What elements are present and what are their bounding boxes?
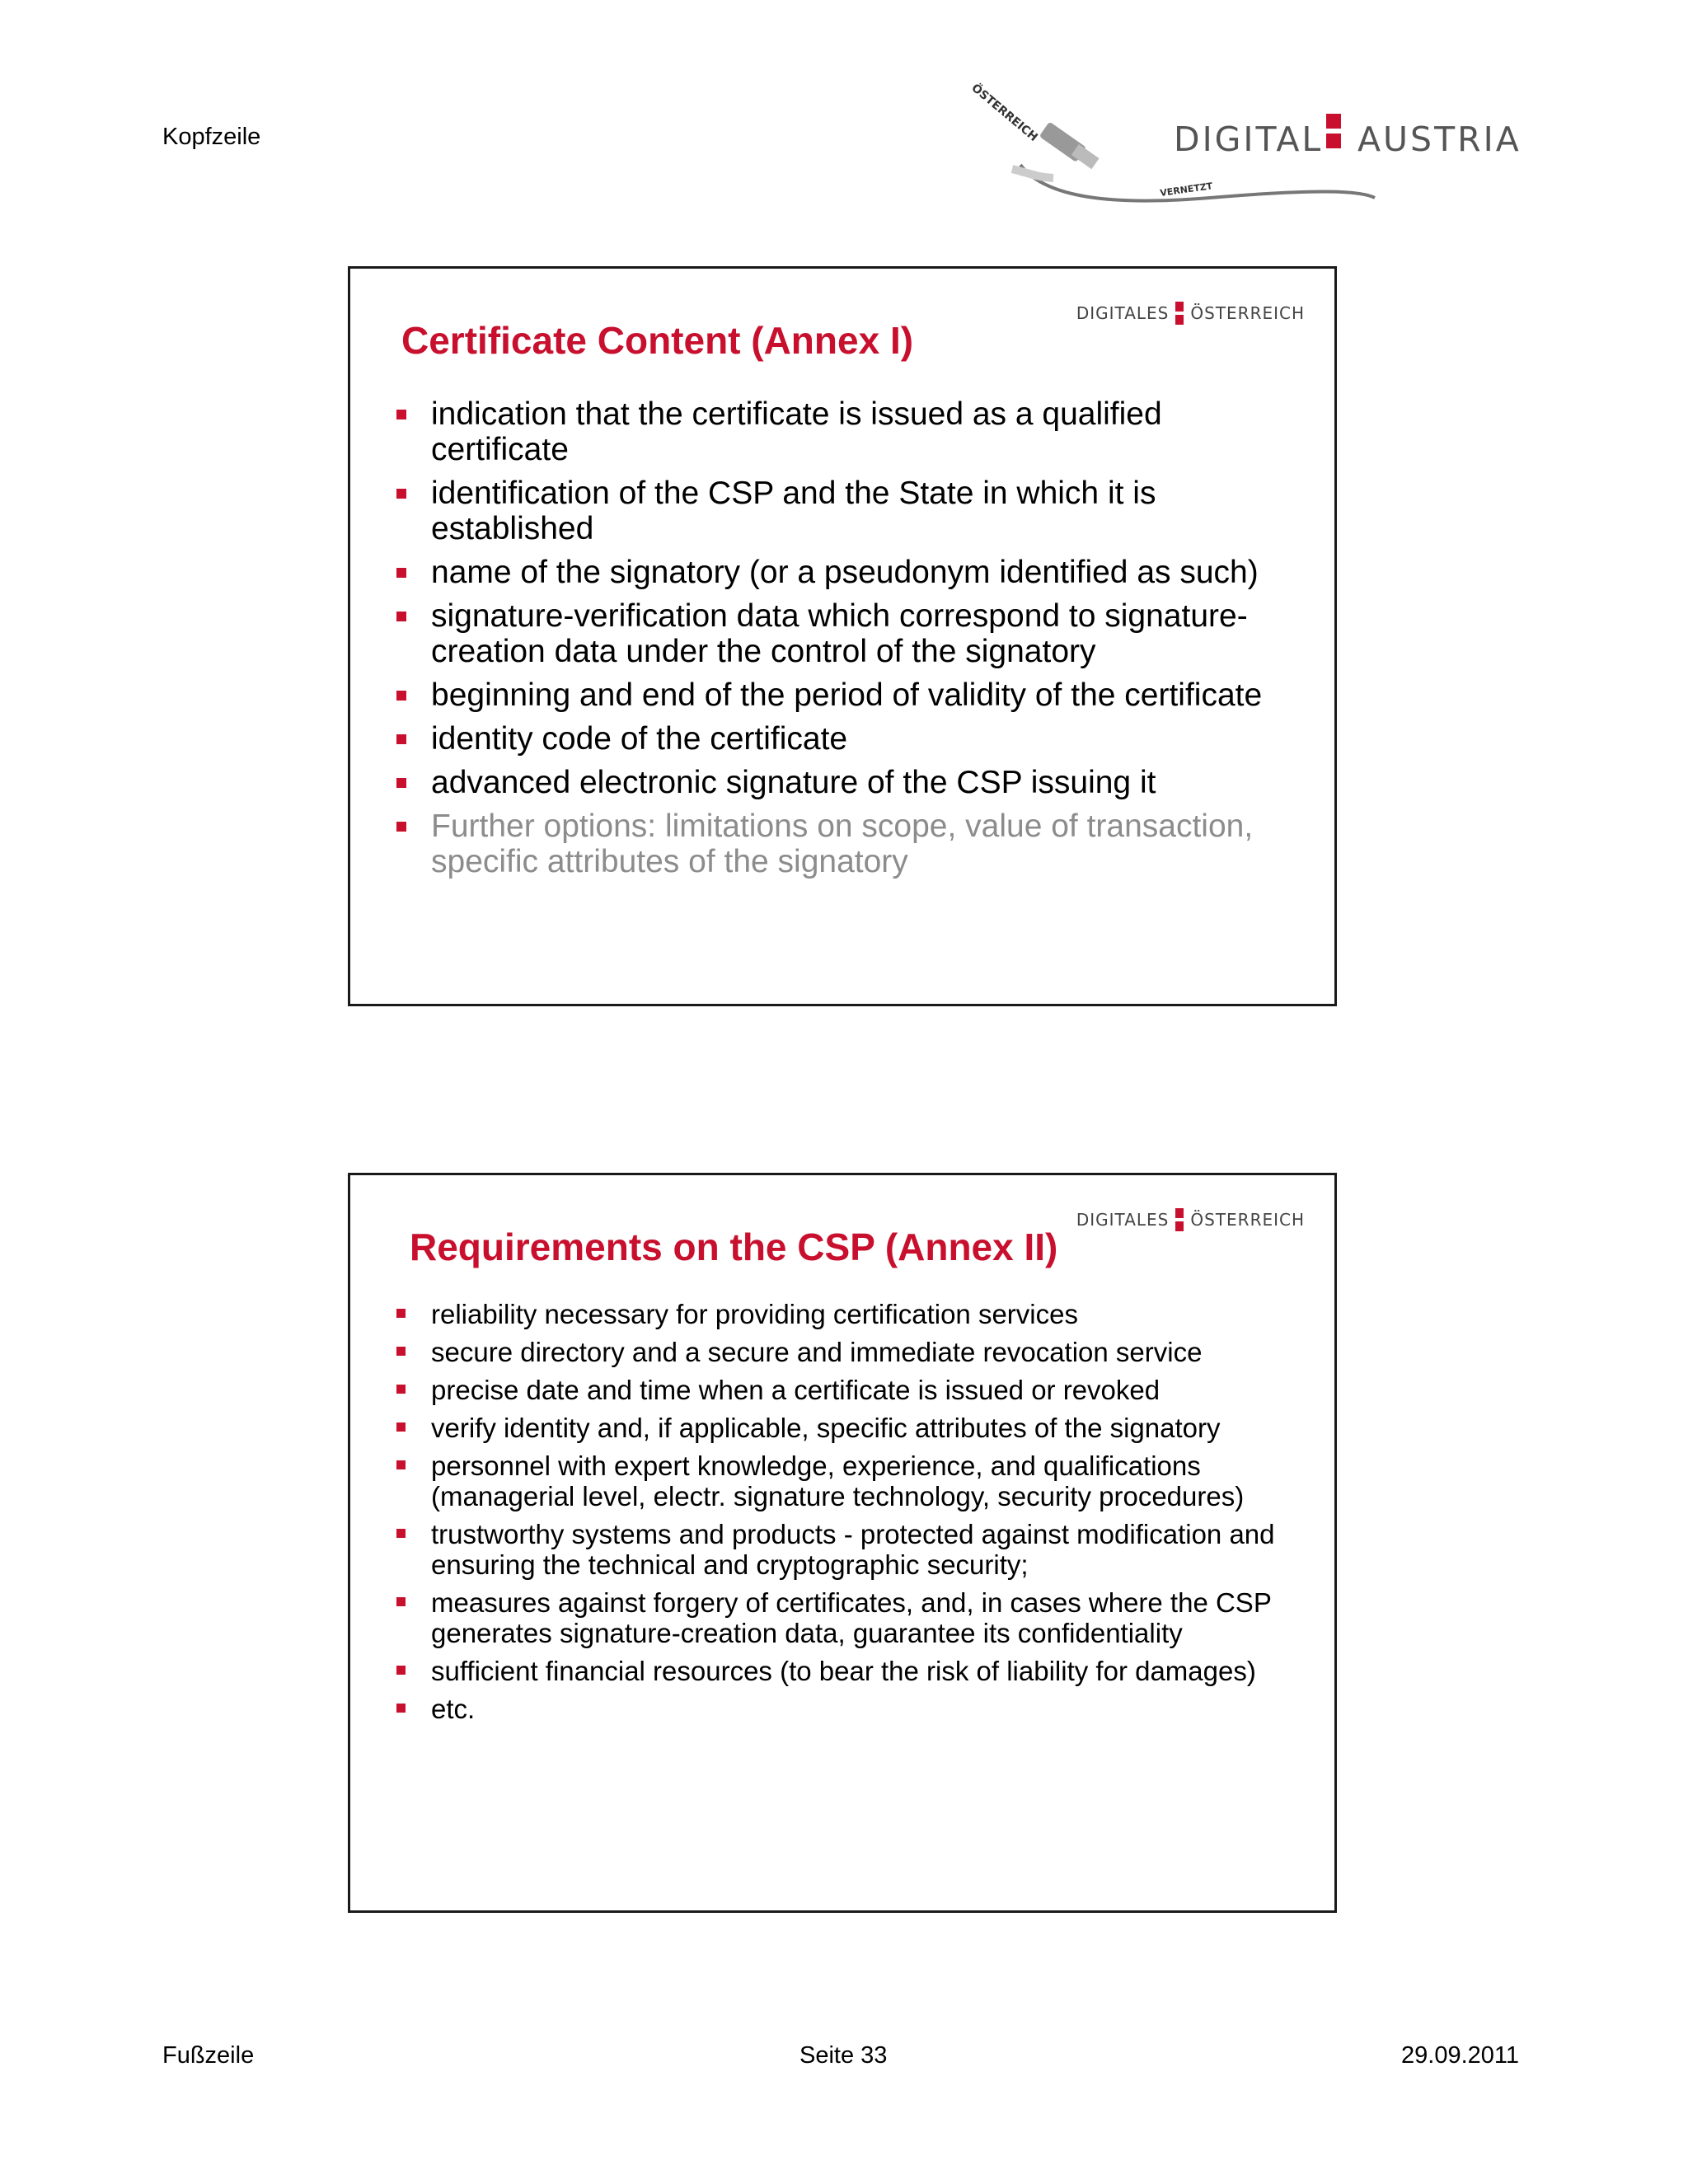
bullet-square-icon (396, 1309, 406, 1318)
list-item (396, 1299, 1287, 1329)
list-item (396, 1337, 1287, 1367)
bullet-text: personnel with expert knowledge, experience, and qualifications (managerial level, electr. signature technology, security procedures) (431, 1451, 1245, 1511)
bullet-square-icon (396, 822, 406, 832)
brand-right: ÖSTERREICH (1190, 303, 1305, 323)
bullet-square-icon (396, 691, 406, 701)
bullet-text: identity code of the certificate (431, 721, 848, 757)
list-item (396, 1413, 1287, 1443)
list-item (396, 721, 1287, 757)
bullet-text: identification of the CSP and the State in which it is established (431, 476, 1156, 546)
brand-left: DIGITALES (1076, 303, 1170, 323)
list-item (396, 1519, 1287, 1580)
header-label: Kopfzeile (162, 124, 261, 150)
list-item (396, 808, 1287, 879)
slide-brand (1076, 1208, 1305, 1231)
list-item (396, 1375, 1287, 1405)
bullet-text: trustworthy systems and products - protected against modification and ensuring the technical and cryptographic security; (431, 1519, 1275, 1580)
list-item (396, 396, 1287, 467)
bullet-square-icon (396, 410, 406, 419)
slide-title: Requirements on the CSP (Annex II) (410, 1226, 1058, 1268)
bullet-text: sufficient financial resources (to bear the risk of liability for damages) (431, 1656, 1256, 1686)
slide-brand (1076, 302, 1305, 325)
bullet-text: secure directory and a secure and immediate revocation service (431, 1337, 1203, 1367)
bullet-text: measures against forgery of certificates, and, in cases where the CSP generates signature-creation data, guarantee its confidentiality (431, 1587, 1272, 1648)
list-item (396, 476, 1287, 546)
bullet-square-icon (396, 568, 406, 578)
page-number: Seite 33 (799, 2042, 888, 2069)
bullet-square-icon (396, 1347, 406, 1356)
slide-csp-requirements (348, 1173, 1337, 1913)
brand-mark-icon (1175, 1208, 1184, 1231)
bullet-text: advanced electronic signature of the CSP issuing it (431, 765, 1156, 800)
bullet-text: Further options: limitations on scope, value of transaction, specific attributes of the signatory (431, 808, 1254, 879)
bullet-text: name of the signatory (or a pseudonym identified as such) (431, 555, 1259, 590)
bullet-square-icon (396, 1460, 406, 1469)
logo-mark-icon (1326, 114, 1341, 163)
bullet-square-icon (396, 778, 406, 788)
bullet-text: indication that the certificate is issued as a qualified certificate (431, 396, 1162, 467)
list-item (396, 1694, 1287, 1724)
list-item (396, 1656, 1287, 1686)
logo-arc-bottom: VERNETZT (1159, 180, 1213, 199)
list-item (396, 677, 1287, 713)
bullet-square-icon (396, 612, 406, 621)
bullet-square-icon (396, 1597, 406, 1606)
list-item (396, 1587, 1287, 1648)
list-item (396, 765, 1287, 800)
brand-left: DIGITALES (1076, 1210, 1170, 1230)
bullet-list (396, 1299, 1287, 1732)
bullet-square-icon (396, 1704, 406, 1713)
bullet-square-icon (396, 1385, 406, 1394)
bullet-square-icon (396, 1422, 406, 1432)
bullet-square-icon (396, 734, 406, 744)
bullet-square-icon (396, 1529, 406, 1538)
bullet-text: signature-verification data which correspond to signature-creation data under the control of the signatory (431, 598, 1248, 669)
bullet-list (396, 396, 1287, 888)
brand-right: ÖSTERREICH (1190, 1210, 1305, 1230)
slide-certificate-content (348, 266, 1337, 1006)
logo-word-austria: AUSTRIA (1357, 120, 1522, 159)
logo-word-digital: DIGITAL (1174, 120, 1324, 159)
bullet-text: precise date and time when a certificate is issued or revoked (431, 1375, 1160, 1405)
bullet-text: reliability necessary for providing certification services (431, 1299, 1078, 1329)
logo-arc-top: ÖSTERREICH (968, 81, 1040, 144)
list-item (396, 555, 1287, 590)
brand-mark-icon (1175, 302, 1184, 325)
bullet-text: verify identity and, if applicable, specific attributes of the signatory (431, 1413, 1221, 1443)
footer-date: 29.09.2011 (1401, 2042, 1519, 2069)
bullet-square-icon (396, 1666, 406, 1675)
footer-label: Fußzeile (162, 2042, 255, 2069)
list-item (396, 1451, 1287, 1511)
bullet-text: etc. (431, 1694, 476, 1724)
bullet-text: beginning and end of the period of validity of the certificate (431, 677, 1263, 713)
slide-title: Certificate Content (Annex I) (401, 319, 914, 362)
list-item (396, 598, 1287, 669)
bullet-square-icon (396, 489, 406, 499)
